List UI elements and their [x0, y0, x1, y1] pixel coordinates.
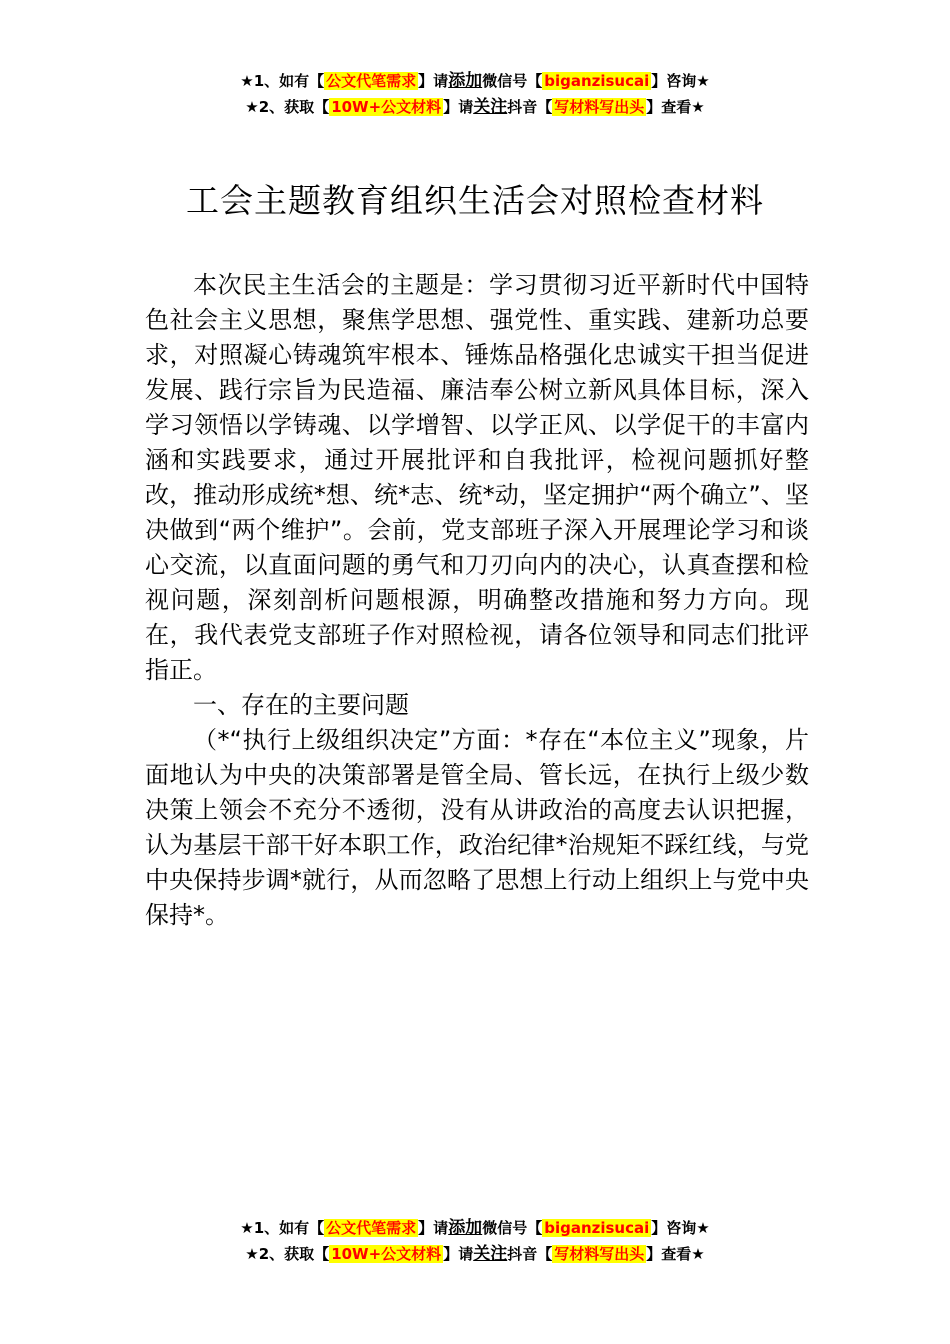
promo-banner-bottom	[0, 1215, 950, 1267]
promo-douyin-id: 写材料写出头	[554, 98, 645, 116]
promo-emphasis: 关注	[473, 1244, 508, 1264]
promo-douyin-id: 写材料写出头	[554, 1245, 645, 1263]
promo-emphasis: 添加	[448, 71, 483, 91]
promo-wechat-id: biganzisucai	[544, 72, 650, 90]
document-title: 工会主题教育组织生活会对照检查材料	[186, 181, 764, 220]
promo-emphasis: 关注	[473, 97, 508, 117]
promo-text: 】请	[443, 98, 474, 116]
body-paragraph: （*“执行上级组织决定”方面：*存在“本位主义”现象，片面地认为中央的决策部署是管全局、管长远，在执行上级少数决策上领会不充分不透彻，没有从讲政治的高度去认识把握，认为基层干部干好本职工作，政治纪律*治规矩不踩红线，与党中央保持步调*就行，从而忽略了思想上行动上组织上与党中央保持*。	[145, 726, 809, 929]
promo-text: 】请	[418, 1219, 449, 1237]
promo-text: ★2、获取【	[245, 98, 330, 116]
promo-text: 】请	[443, 1245, 474, 1263]
promo-text: ★1、如有【	[240, 1219, 325, 1237]
promo-emphasis: 添加	[448, 1218, 483, 1238]
document-body	[145, 268, 809, 933]
promo-text: 微信号【	[482, 72, 543, 90]
intro-paragraph: 本次民主生活会的主题是：学习贯彻习近平新时代中国特色社会主义思想，聚焦学思想、强党性、重实践、建新功总要求，对照凝心铸魂筑牢根本、锤炼品格强化忠诚实干担当促进发展、践行宗旨为民造福、廉洁奉公树立新风具体目标，深入学习领悟以学铸魂、以学增智、以学正风、以学促干的丰富内涵和实践要求，通过开展批评和自我批评，检视问题抓好整改，推动形成统*想、统*志、统*动，坚定拥护“两个确立”、坚决做到“两个维护”。会前，党支部班子深入开展理论学习和谈心交流，以直面问题的勇气和刀刃向内的决心，认真查摆和检视问题，深刻剖析问题根源，明确整改措施和努力方向。现在，我代表党支部班子作对照检视，请各位领导和同志们批评指正。	[145, 271, 809, 684]
promo-text: 微信号【	[482, 1219, 543, 1237]
promo-text: 】查看★	[646, 98, 705, 116]
promo-line-2	[0, 1241, 950, 1267]
promo-text: 】查看★	[646, 1245, 705, 1263]
promo-line-2	[0, 94, 950, 120]
promo-text: 抖音【	[507, 98, 553, 116]
promo-highlight: 公文代笔需求	[326, 72, 417, 90]
section-heading: 一、存在的主要问题	[193, 691, 409, 719]
promo-highlight: 公文代笔需求	[326, 1219, 417, 1237]
promo-line-1	[0, 68, 950, 94]
promo-text: ★1、如有【	[240, 72, 325, 90]
promo-line-1	[0, 1215, 950, 1241]
promo-text: 】咨询★	[651, 72, 710, 90]
promo-text: ★2、获取【	[245, 1245, 330, 1263]
promo-text: 】请	[418, 72, 449, 90]
promo-text: 抖音【	[507, 1245, 553, 1263]
promo-banner-top	[0, 68, 950, 120]
promo-highlight: 10W+公文材料	[331, 1245, 442, 1263]
promo-text: 】咨询★	[651, 1219, 710, 1237]
promo-highlight: 10W+公文材料	[331, 98, 442, 116]
promo-wechat-id: biganzisucai	[544, 1219, 650, 1237]
